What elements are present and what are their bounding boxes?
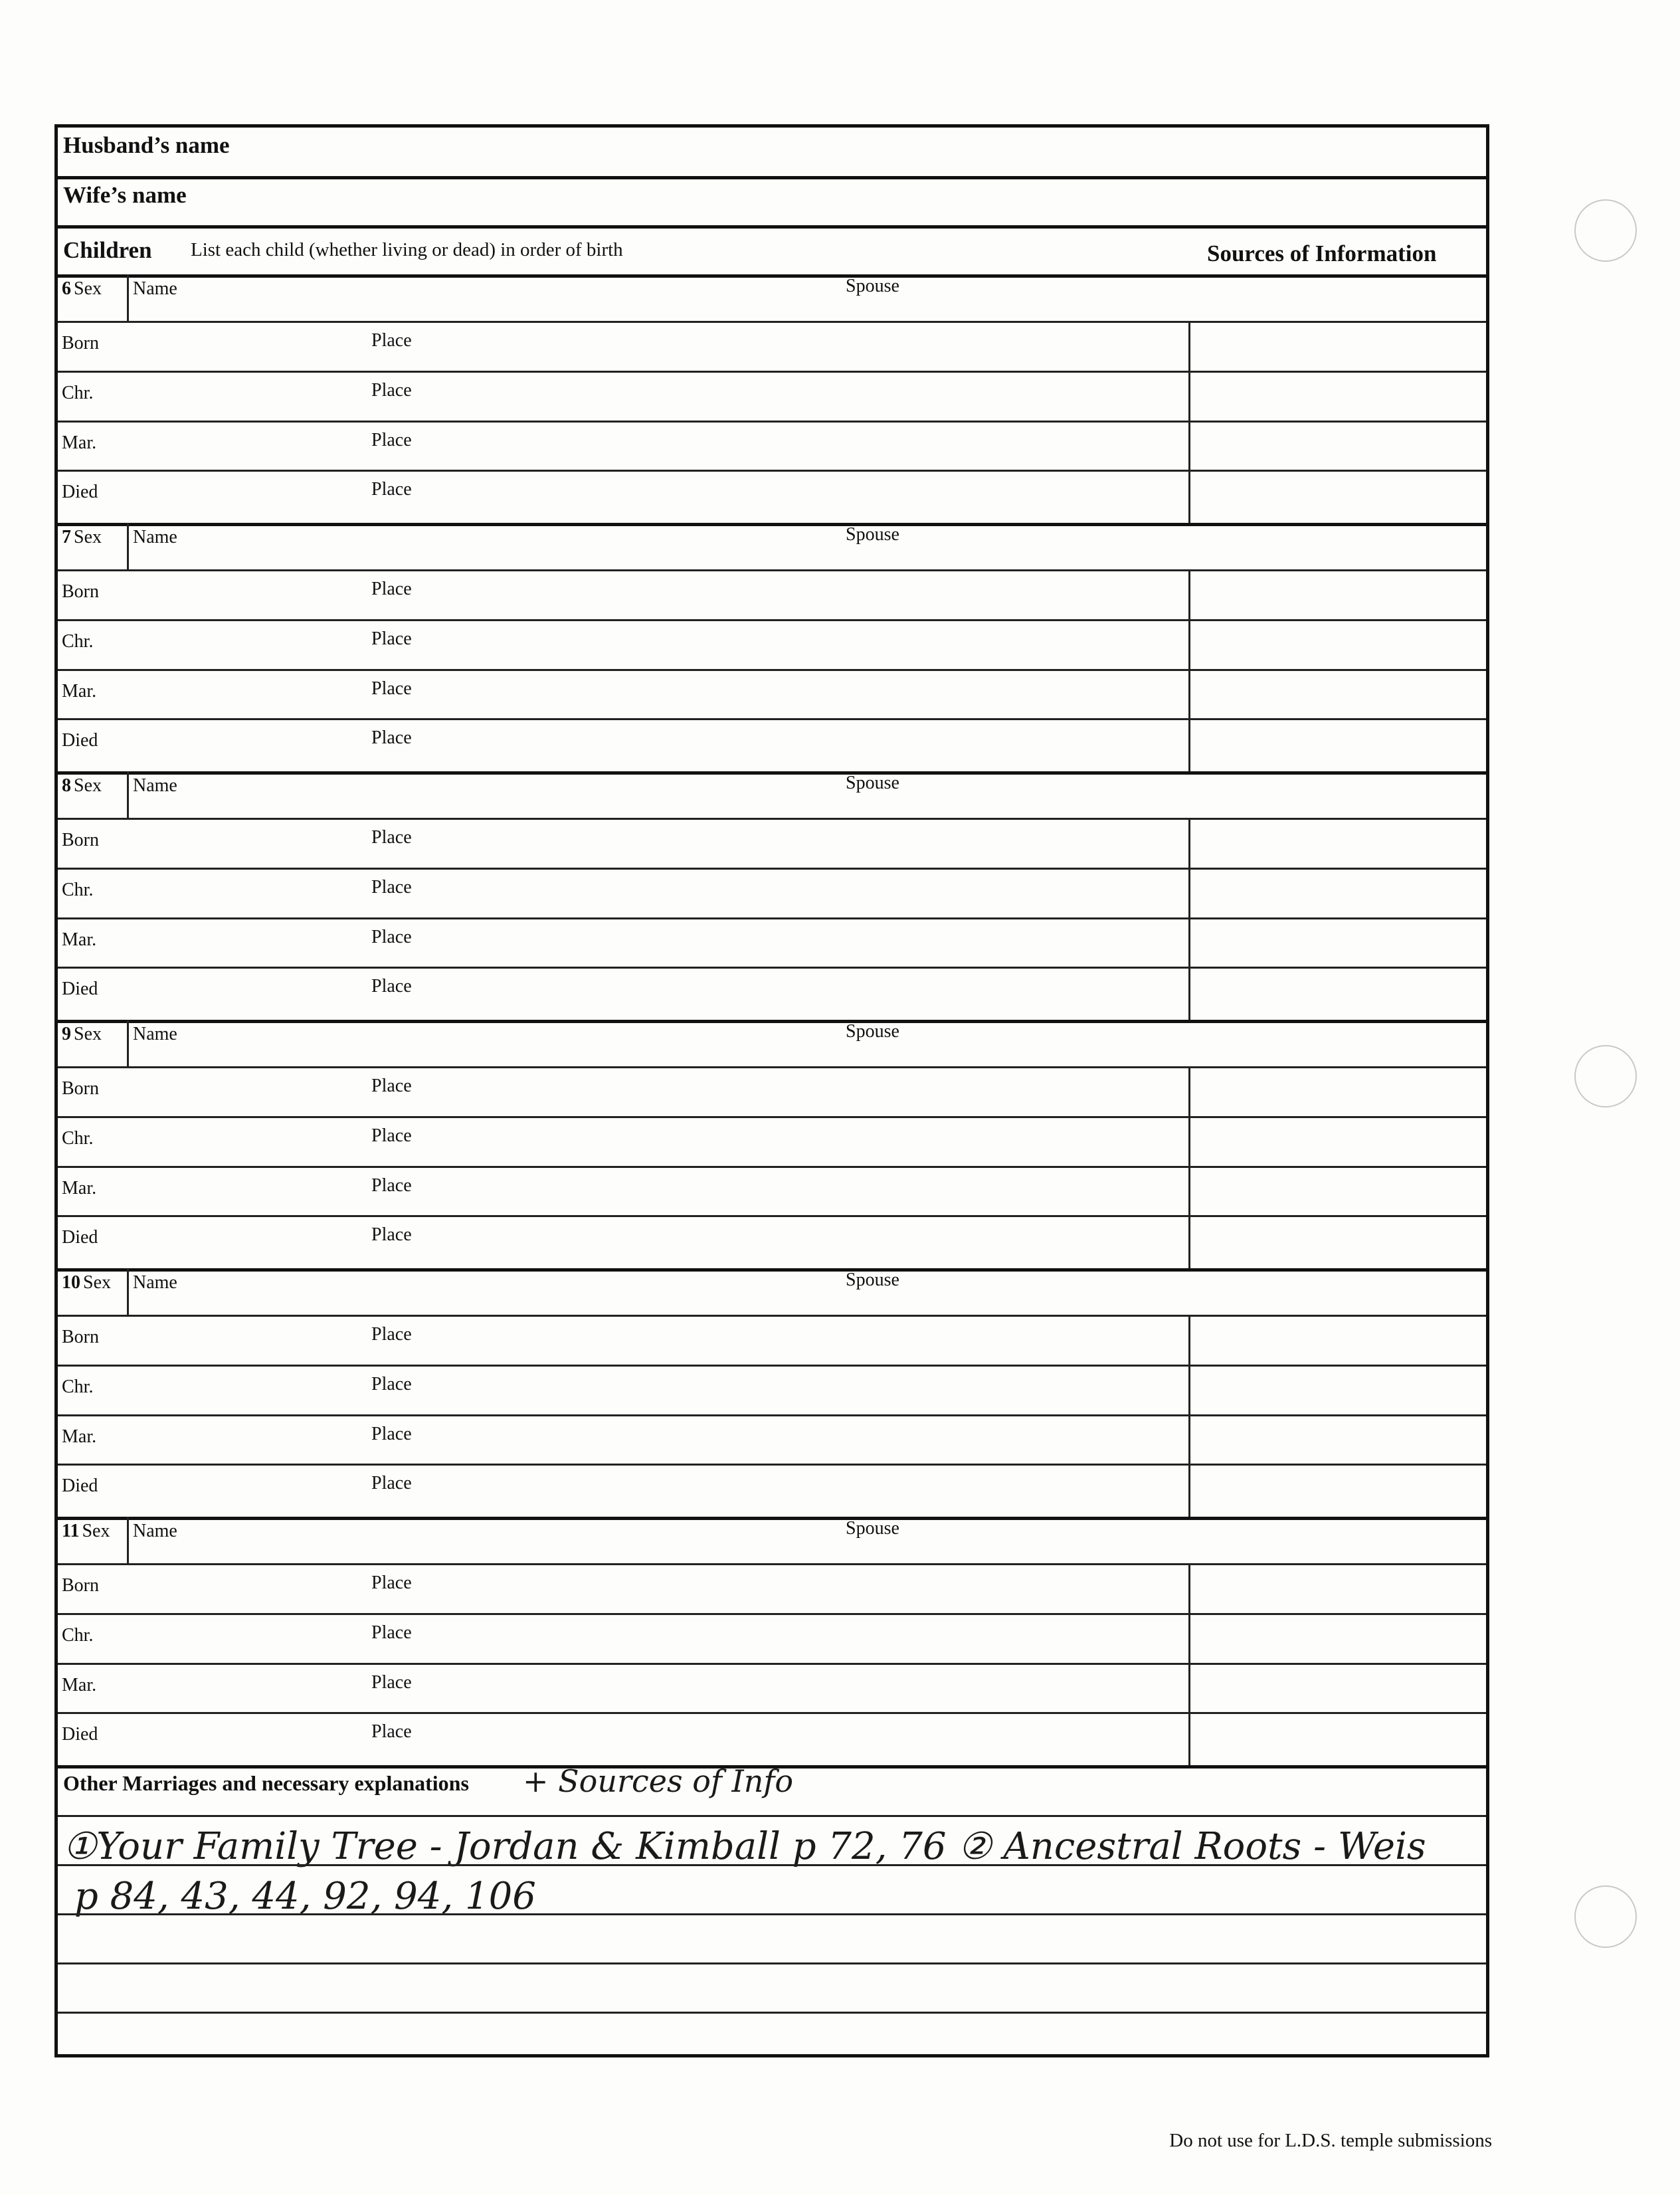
- child-born-label: Born: [62, 830, 99, 850]
- child-mar-place-label: Place: [371, 429, 412, 450]
- child-born-label: Born: [62, 1575, 99, 1596]
- footer-note: Do not use for L.D.S. temple submissions: [1169, 2130, 1492, 2151]
- child-spouse-label: Spouse: [846, 524, 899, 545]
- punch-hole-top: [1574, 199, 1637, 262]
- child-died-label: Died: [62, 482, 98, 503]
- child-chr-label: Chr.: [62, 630, 94, 652]
- child-mar-label: Mar.: [62, 680, 97, 702]
- child-born-label: Born: [62, 1327, 99, 1347]
- child-spouse-label: Spouse: [846, 773, 899, 793]
- child-mar-label: Mar.: [62, 929, 97, 950]
- child-chr-place-label: Place: [371, 379, 412, 401]
- child-number-value: 10: [62, 1272, 80, 1293]
- child-chr-label: Chr.: [62, 1127, 94, 1149]
- handwritten-line-2: p 84, 43, 44, 92, 94, 106: [74, 1875, 536, 1918]
- child-4-number: [62, 1274, 111, 1292]
- child-born-place-label: Place: [371, 827, 412, 848]
- child-mar-label: Mar.: [62, 1674, 97, 1695]
- child-chr-label: Chr.: [62, 1376, 94, 1397]
- punch-hole-middle: [1574, 1045, 1637, 1107]
- child-mar-place-label: Place: [371, 1175, 412, 1196]
- child-name-label: Name: [133, 1521, 177, 1541]
- child-number-value: 7: [62, 527, 71, 547]
- child-name-label: Name: [133, 527, 177, 547]
- child-spouse-label: Spouse: [846, 1518, 899, 1539]
- child-died-label: Died: [62, 1227, 98, 1248]
- child-name-label: Name: [133, 278, 177, 299]
- child-sex-label: Sex: [74, 1024, 102, 1044]
- child-died-place-label: Place: [371, 1473, 412, 1494]
- child-name-label: Name: [133, 1272, 177, 1293]
- child-number-value: 11: [62, 1521, 80, 1541]
- child-mar-place-label: Place: [371, 678, 412, 699]
- child-chr-place-label: Place: [371, 1622, 412, 1643]
- child-sex-label: Sex: [74, 527, 102, 547]
- child-chr-place-label: Place: [371, 1373, 412, 1394]
- child-born-place-label: Place: [371, 1076, 412, 1096]
- child-died-label: Died: [62, 730, 98, 751]
- child-number-value: 8: [62, 775, 71, 796]
- child-mar-label: Mar.: [62, 1426, 97, 1447]
- child-died-place-label: Place: [371, 727, 412, 749]
- child-mar-label: Mar.: [62, 432, 97, 453]
- child-mar-place-label: Place: [371, 926, 412, 947]
- child-born-place-label: Place: [371, 1324, 412, 1345]
- sources-of-information-label: Sources of Information: [1207, 240, 1437, 266]
- child-died-label: Died: [62, 1724, 98, 1745]
- child-born-place-label: Place: [371, 1573, 412, 1593]
- child-chr-place-label: Place: [371, 628, 412, 649]
- children-instruction: List each child (whether living or dead) in order of birth: [191, 239, 623, 260]
- family-group-record-form: [54, 124, 1489, 2057]
- child-born-label: Born: [62, 581, 99, 602]
- child-died-place-label: Place: [371, 1721, 412, 1743]
- handwritten-sources-heading: + Sources of Info: [523, 1763, 794, 1799]
- child-number-value: 6: [62, 278, 71, 299]
- child-died-place-label: Place: [371, 976, 412, 997]
- child-spouse-label: Spouse: [846, 1021, 899, 1042]
- child-died-place-label: Place: [371, 479, 412, 500]
- child-mar-place-label: Place: [371, 1423, 412, 1444]
- child-spouse-label: Spouse: [846, 1270, 899, 1290]
- child-sex-label: Sex: [74, 775, 102, 796]
- child-sex-label: Sex: [83, 1272, 111, 1293]
- child-number-value: 9: [62, 1024, 71, 1044]
- wife-name-label: Wife’s name: [63, 182, 187, 208]
- child-chr-place-label: Place: [371, 876, 412, 898]
- child-chr-label: Chr.: [62, 382, 94, 403]
- child-2-number: [62, 777, 102, 795]
- child-born-place-label: Place: [371, 579, 412, 599]
- child-chr-label: Chr.: [62, 1624, 94, 1646]
- child-spouse-label: Spouse: [846, 276, 899, 296]
- husband-name-label: Husband’s name: [63, 132, 230, 158]
- child-mar-label: Mar.: [62, 1177, 97, 1198]
- child-0-number: [62, 280, 102, 298]
- child-died-label: Died: [62, 979, 98, 1000]
- other-marriages-label: Other Marriages and necessary explanations: [63, 1771, 469, 1795]
- children-label: Children: [63, 237, 152, 263]
- child-born-label: Born: [62, 333, 99, 353]
- child-1-number: [62, 528, 102, 547]
- child-5-number: [62, 1522, 110, 1541]
- child-died-place-label: Place: [371, 1224, 412, 1246]
- child-died-label: Died: [62, 1476, 98, 1497]
- handwritten-line-1: ①Your Family Tree - Jordan & Kimball p 72, 76 ② Ancestral Roots - Weis: [63, 1825, 1426, 1868]
- child-chr-label: Chr.: [62, 879, 94, 900]
- child-3-number: [62, 1025, 102, 1044]
- child-name-label: Name: [133, 1024, 177, 1044]
- child-born-label: Born: [62, 1078, 99, 1099]
- child-chr-place-label: Place: [371, 1125, 412, 1146]
- child-sex-label: Sex: [82, 1521, 110, 1541]
- child-born-place-label: Place: [371, 330, 412, 351]
- child-sex-label: Sex: [74, 278, 102, 299]
- punch-hole-bottom: [1574, 1885, 1637, 1948]
- child-mar-place-label: Place: [371, 1671, 412, 1693]
- child-name-label: Name: [133, 775, 177, 796]
